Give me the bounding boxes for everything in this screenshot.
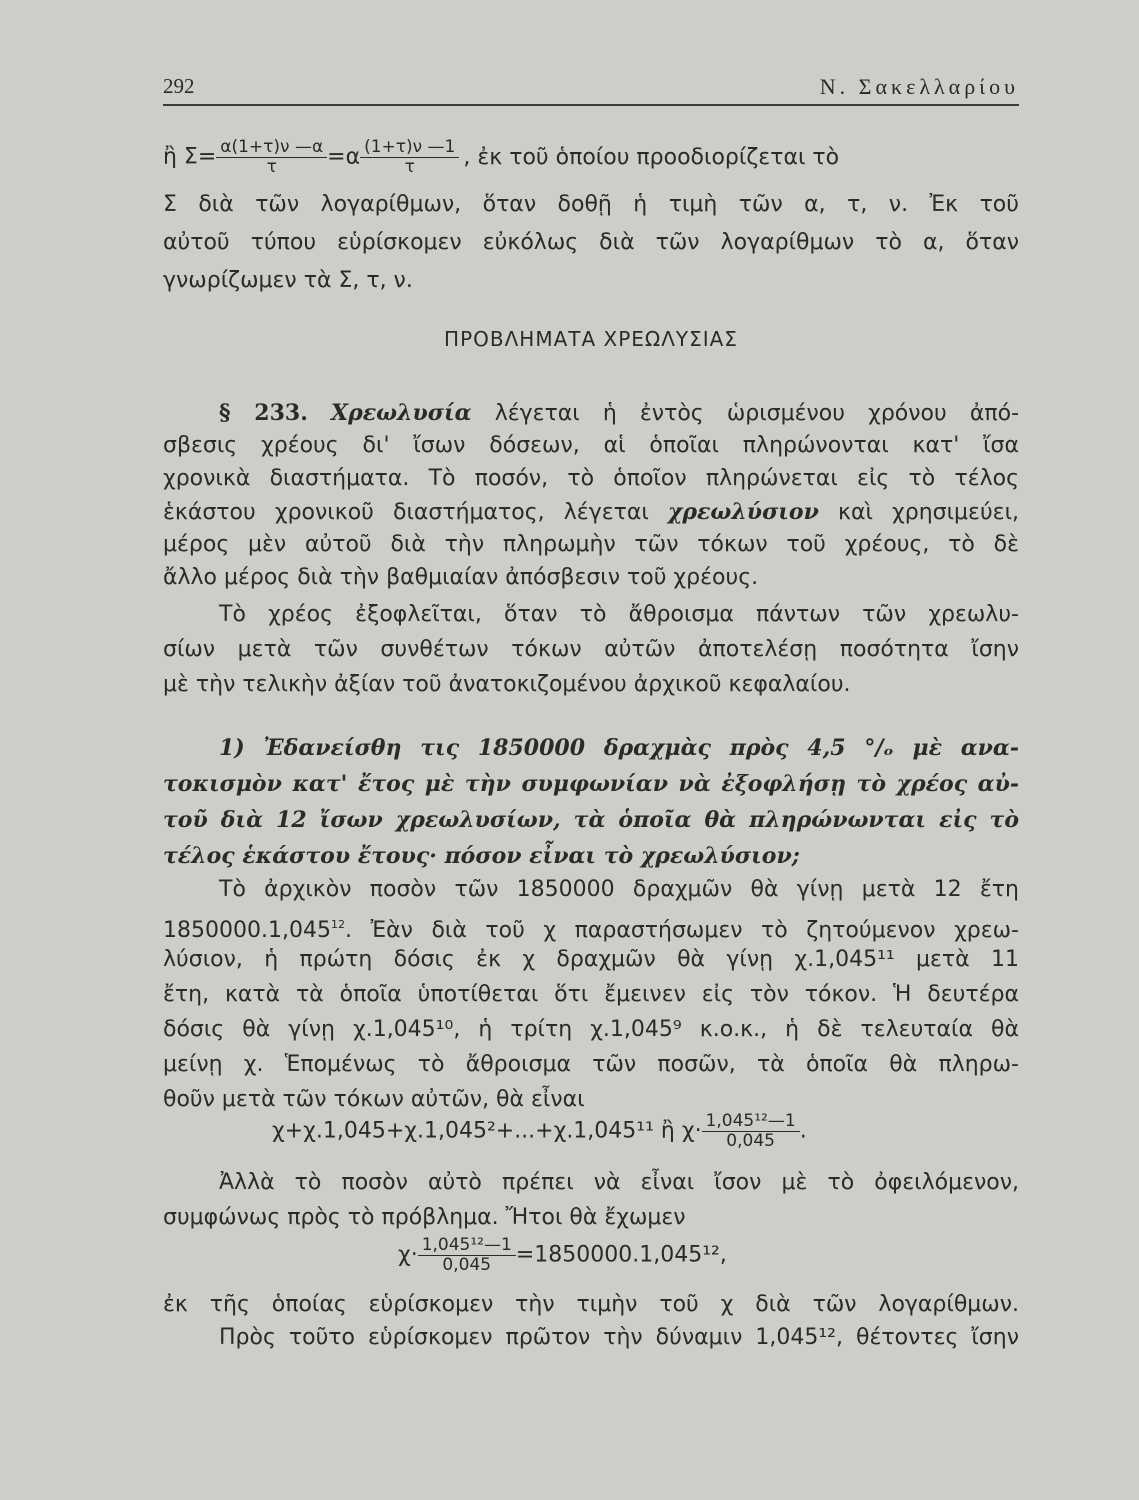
fraction-1 (216, 138, 327, 177)
fraction-4-denominator: 0,045 (442, 1255, 492, 1275)
problem-line: 1) Ἐδανείσθη τις 1850000 δραχμὰς πρὸς 4,5 °/ₒ μὲ ανα- (219, 735, 1019, 761)
text-line: Τὸ χρέος ἐξοφλεῖται, ὅταν τὸ ἄθροισμα πάντων τῶν χρεωλυ- (219, 602, 1019, 627)
formula-series-end: . (799, 1118, 807, 1144)
text-line: ἄλλο μέρος διὰ τὴν βαθμιαίαν ἀπόσβεσιν τοῦ χρέους. (163, 565, 759, 590)
text-line: γνωρίζωμεν τὰ Σ, τ, ν. (163, 268, 413, 293)
formula-prefix: ἢ Σ= (163, 144, 217, 170)
page-header (163, 70, 1019, 106)
formula-mid: =α (327, 144, 361, 170)
paragraph-233-line (163, 497, 1019, 528)
fraction-3 (702, 1112, 800, 1151)
formula-series-text: χ+χ.1,045+χ.1,045²+...+χ.1,045¹¹ ἢ χ· (272, 1118, 702, 1144)
text-line: μέρος μὲν αὐτοῦ διὰ τὴν πληρωμὴν τῶν τόκων τοῦ χρέους, τὸ δὲ (163, 532, 1019, 557)
text-span: λέγεται ἡ ἐντὸς ὡρισμένου χρόνου ἀπό- (494, 401, 1020, 426)
formula-equation-prefix: χ· (398, 1242, 418, 1268)
problem-line: τοκισμὸν κατ' ἔτος μὲ τὴν συμφωνίαν νὰ ἐξοφλήσῃ τὸ χρέος αὐ- (163, 771, 1019, 797)
fraction-1-denominator: τ (266, 157, 277, 177)
formula-equation (398, 1236, 727, 1275)
formula-sum (163, 138, 839, 177)
formula-series (272, 1112, 807, 1151)
text-line: Σ διὰ τῶν λογαρίθμων, ὅταν δοθῇ ἡ τιμὴ τῶν α, τ, ν. Ἐκ τοῦ (163, 192, 1019, 217)
text-line: Πρὸς τοῦτο εὑρίσκομεν πρῶτον τὴν δύναμιν 1,045¹², θέτοντες ἴσην (219, 1325, 1019, 1350)
text-line: ἔτη, κατὰ τὰ ὁποῖα ὑποτίθεται ὅτι ἔμεινεν εἰς τὸν τόκον. Ἡ δευτέρα (163, 982, 1019, 1007)
paragraph-233-line (163, 398, 1019, 429)
problem-line: τοῦ διὰ 12 ἴσων χρεωλυσίων, τὰ ὁποῖα θὰ πληρώνωνται εἰς τὸ (163, 807, 1019, 833)
text-line: θοῦν μετὰ τῶν τόκων αὐτῶν, θὰ εἶναι (163, 1087, 585, 1112)
text-span: 1850000.1,045 (163, 918, 331, 943)
text-span: καὶ χρησιμεύει, (838, 500, 1020, 525)
fraction-2-denominator: τ (404, 157, 415, 177)
fraction-3-denominator: 0,045 (726, 1131, 775, 1151)
text-line: σβεσις χρέους δι' ἴσων δόσεων, αἱ ὁποῖαι πληρώνονται κατ' ἴσα (163, 433, 1019, 458)
text-line: ἐκ τῆς ὁποίας εὑρίσκομεν τὴν τιμὴν τοῦ χ διὰ τῶν λογαρίθμων. (163, 1292, 1019, 1317)
text-line: συμφώνως πρὸς τὸ πρόβλημα. Ἤτοι θὰ ἔχωμεν (163, 1205, 686, 1230)
text-line: δόσις θὰ γίνῃ χ.1,045¹⁰, ἡ τρίτη χ.1,045⁹ κ.ο.κ., ἡ δὲ τελευταία θὰ (163, 1017, 1019, 1042)
fraction-2-numerator: (1+τ)ν —1 (360, 138, 459, 158)
term-chreolysion: χρεωλύσιον (667, 499, 819, 525)
text-line: λύσιον, ἡ πρώτη δόσις ἐκ χ δραχμῶν θὰ γίνῃ χ.1,045¹¹ μετὰ 11 (163, 947, 1019, 972)
fraction-3-numerator: 1,045¹²—1 (702, 1112, 800, 1132)
text-line: μείνῃ χ. Ἑπομένως τὸ ἄθροισμα τῶν ποσῶν, τὰ ὁποῖα θὰ πληρω- (163, 1052, 1019, 1077)
running-head: Ν. Σακελλαρίου (819, 74, 1019, 99)
section-title: ΠΡΟΒΛΗΜΑΤΑ ΧΡΕΩΛΥΣΙΑΣ (444, 327, 738, 351)
section-number: § 233. (219, 400, 308, 426)
fraction-4-numerator: 1,045¹²—1 (418, 1236, 516, 1256)
text-span: ἑκάστου χρονικοῦ διαστήματος, λέγεται (163, 500, 649, 525)
fraction-4 (418, 1236, 516, 1275)
text-line: Ἀλλὰ τὸ ποσὸν αὐτὸ πρέπει νὰ εἶναι ἴσον μὲ τὸ ὀφειλόμενον, (219, 1170, 1019, 1195)
text-line: μὲ τὴν τελικὴν ἀξίαν τοῦ ἀνατοκιζομένου ἀρχικοῦ κεφαλαίου. (163, 672, 851, 697)
solution-line (163, 910, 1019, 946)
formula-equation-rest: =1850000.1,045¹², (515, 1242, 727, 1268)
term-chreolysia: Χρεωλυσία (331, 400, 472, 426)
page-number: 292 (163, 74, 195, 98)
fraction-2 (360, 138, 459, 177)
fraction-1-numerator: α(1+τ)ν —α (216, 138, 327, 158)
text-line: αὐτοῦ τύπου εὑρίσκομεν εὐκόλως διὰ τῶν λογαρίθμων τὸ α, ὅταν (163, 230, 1019, 255)
text-line: σίων μετὰ τῶν συνθέτων τόκων αὐτῶν ἀποτελέσῃ ποσότητα ἴσην (163, 637, 1019, 662)
problem-line: τέλος ἑκάστου ἔτους· πόσον εἶναι τὸ χρεωλύσιον; (163, 843, 800, 869)
text-line: Τὸ ἀρχικὸν ποσὸν τῶν 1850000 δραχμῶν θὰ γίνῃ μετὰ 12 ἔτη (219, 877, 1019, 902)
formula-suffix: , ἐκ τοῦ ὁποίου προοδιορίζεται τὸ (463, 144, 840, 170)
superscript: 12 (330, 918, 345, 931)
text-line: χρονικὰ διαστήματα. Τὸ ποσόν, τὸ ὁποῖον πληρώνεται εἰς τὸ τέλος (163, 466, 1019, 491)
text-span: . Ἐὰν διὰ τοῦ χ παραστήσωμεν τὸ ζητούμενον χρεω- (344, 918, 1019, 943)
